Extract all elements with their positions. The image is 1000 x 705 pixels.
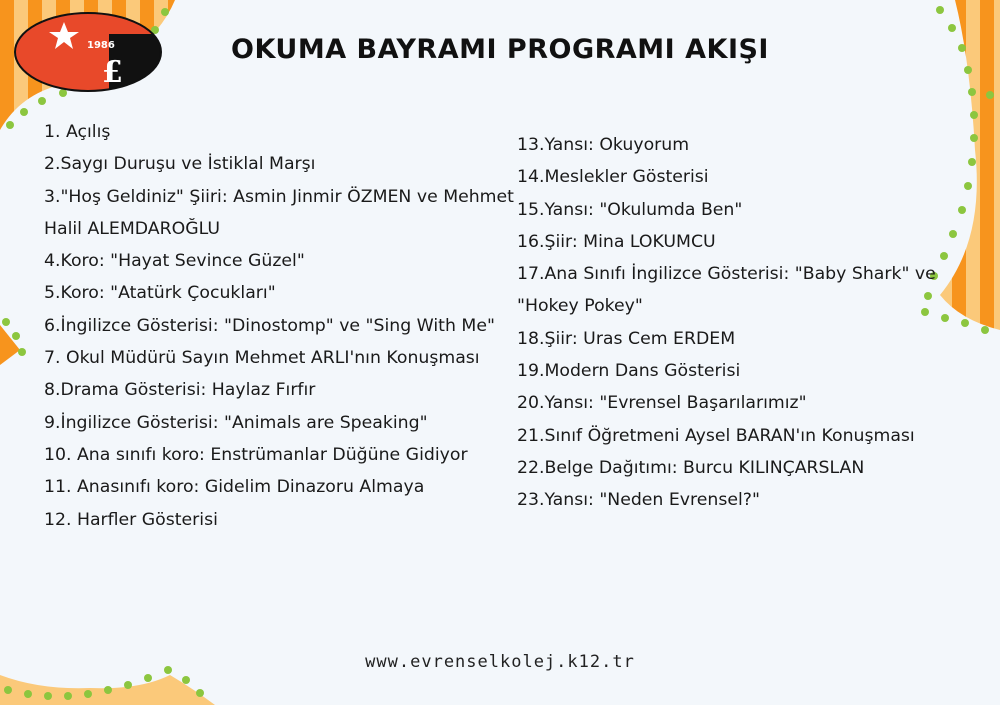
program-item: 7. Okul Müdürü Sayın Mehmet ARLI'nın Konuşması [44,348,480,369]
program-item: 8.Drama Gösterisi: Haylaz Fırfır [44,380,316,401]
website-url: www.evrenselkolej.k12.tr [365,652,635,672]
program-item: 19.Modern Dans Gösterisi [517,361,741,382]
school-logo [14,12,162,92]
program-item: 16.Şiir: Mina LOKUMCU [517,231,716,252]
program-item: 4.Koro: "Hayat Sevince Güzel" [44,251,305,272]
logo-year: 1986 [87,40,115,51]
program-item: 6.İngilizce Gösterisi: "Dinostomp" ve "Sing With Me" [44,315,495,336]
program-item: 18.Şiir: Uras Cem ERDEM [517,328,736,349]
program-item: 12. Harfler Gösterisi [44,509,218,530]
corner-stripes-left [0,325,20,365]
program-item: 15.Yansı: "Okulumda Ben" [517,199,743,220]
program-item: 14.Meslekler Gösterisi [517,167,709,188]
program-item: 5.Koro: "Atatürk Çocukları" [44,283,276,304]
program-item: 20.Yansı: "Evrensel Başarılarımız" [517,393,807,414]
logo-symbol: £ [102,55,123,90]
page-title: OKUMA BAYRAMI PROGRAMI AKIŞI [231,34,769,65]
program-item: 11. Anasınıfı koro: Gidelim Dinazoru Almaya [44,477,425,498]
program-item: 13.Yansı: Okuyorum [517,135,690,155]
program-item: 2.Saygı Duruşu ve İstiklal Marşı [44,154,316,175]
program-item: 10. Ana sınıfı koro: Enstrümanlar Düğüne Gidiyor [44,444,468,465]
program-item: 23.Yansı: "Neden Evrensel?" [517,490,760,511]
program-list-right [517,129,957,517]
program-item: 21.Sınıf Öğretmeni Aysel BARAN'ın Konuşması [517,425,915,446]
program-item: 9.İngilizce Gösterisi: "Animals are Speaking" [44,412,428,433]
program-list-left [44,116,514,536]
program-item: 1. Açılış [44,122,111,142]
program-item: 3."Hoş Geldiniz" Şiiri: Asmin Jinmir ÖZMEN ve Mehmet Halil ALEMDAROĞLU [44,186,514,239]
program-item: 17.Ana Sınıfı İngilizce Gösterisi: "Baby Shark" ve "Hokey Pokey" [517,264,936,317]
program-item: 22.Belge Dağıtımı: Burcu KILINÇARSLAN [517,457,865,478]
